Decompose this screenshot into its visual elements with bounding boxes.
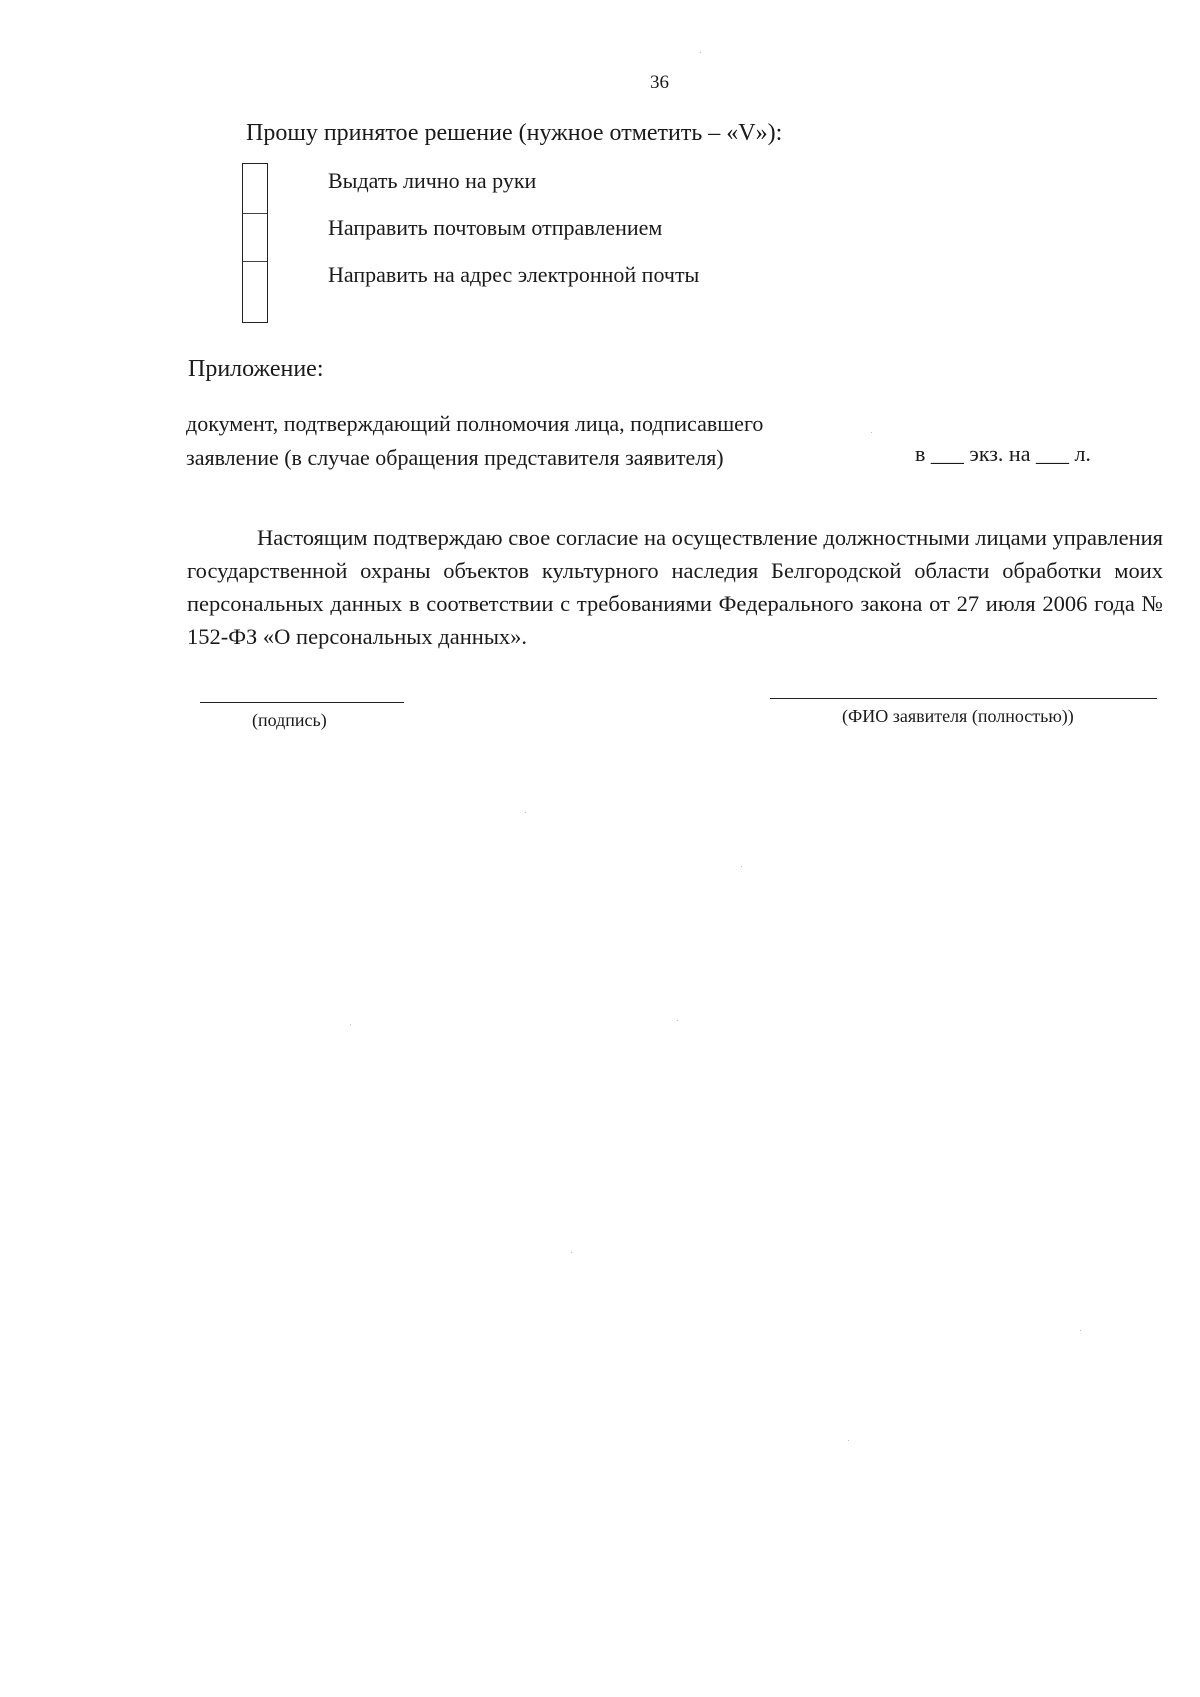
attachment-description	[186, 407, 763, 475]
attachment-line-2: заявление (в случае обращения представителя заявителя)	[186, 445, 724, 470]
signature-caption: (подпись)	[252, 710, 327, 730]
checkbox-divider	[243, 261, 267, 262]
scan-speck	[871, 432, 872, 433]
scan-speck	[848, 1440, 849, 1441]
delivery-checkbox-column	[242, 163, 268, 323]
page-number: 36	[650, 72, 669, 93]
scan-speck	[1080, 1330, 1081, 1331]
scan-speck	[700, 52, 701, 53]
scan-speck	[677, 1020, 678, 1021]
applicant-name-line	[770, 698, 1157, 699]
personal-data-consent: Настоящим подтверждаю свое согласие на осуществление должностными лицами управления государственной охраны объектов культурного наследия Белгородской области обработки моих персональных данных в соответствии с требованиями Федерального закона от 27 июля 2006 года № 152-ФЗ «О персональных данных».	[187, 525, 1163, 649]
scan-speck	[350, 1024, 351, 1025]
attachment-copies: в ___ экз. на ___ л.	[915, 441, 1091, 466]
delivery-request-heading: Прошу принятое решение (нужное отметить – «V»):	[246, 120, 783, 146]
attachment-line-1: документ, подтверждающий полномочия лица, подписавшего	[186, 411, 764, 436]
option-postal-label: Направить почтовым отправлением	[328, 215, 663, 240]
scan-speck	[525, 812, 526, 813]
checkbox-divider	[243, 213, 267, 214]
scan-speck	[741, 866, 742, 867]
applicant-name-caption: (ФИО заявителя (полностью))	[842, 706, 1074, 726]
signature-line	[200, 702, 404, 703]
attachment-heading: Приложение:	[188, 356, 324, 382]
option-email-label: Направить на адрес электронной почты	[328, 262, 700, 287]
option-in-person-label: Выдать лично на руки	[328, 168, 537, 193]
scan-speck	[571, 1252, 572, 1253]
